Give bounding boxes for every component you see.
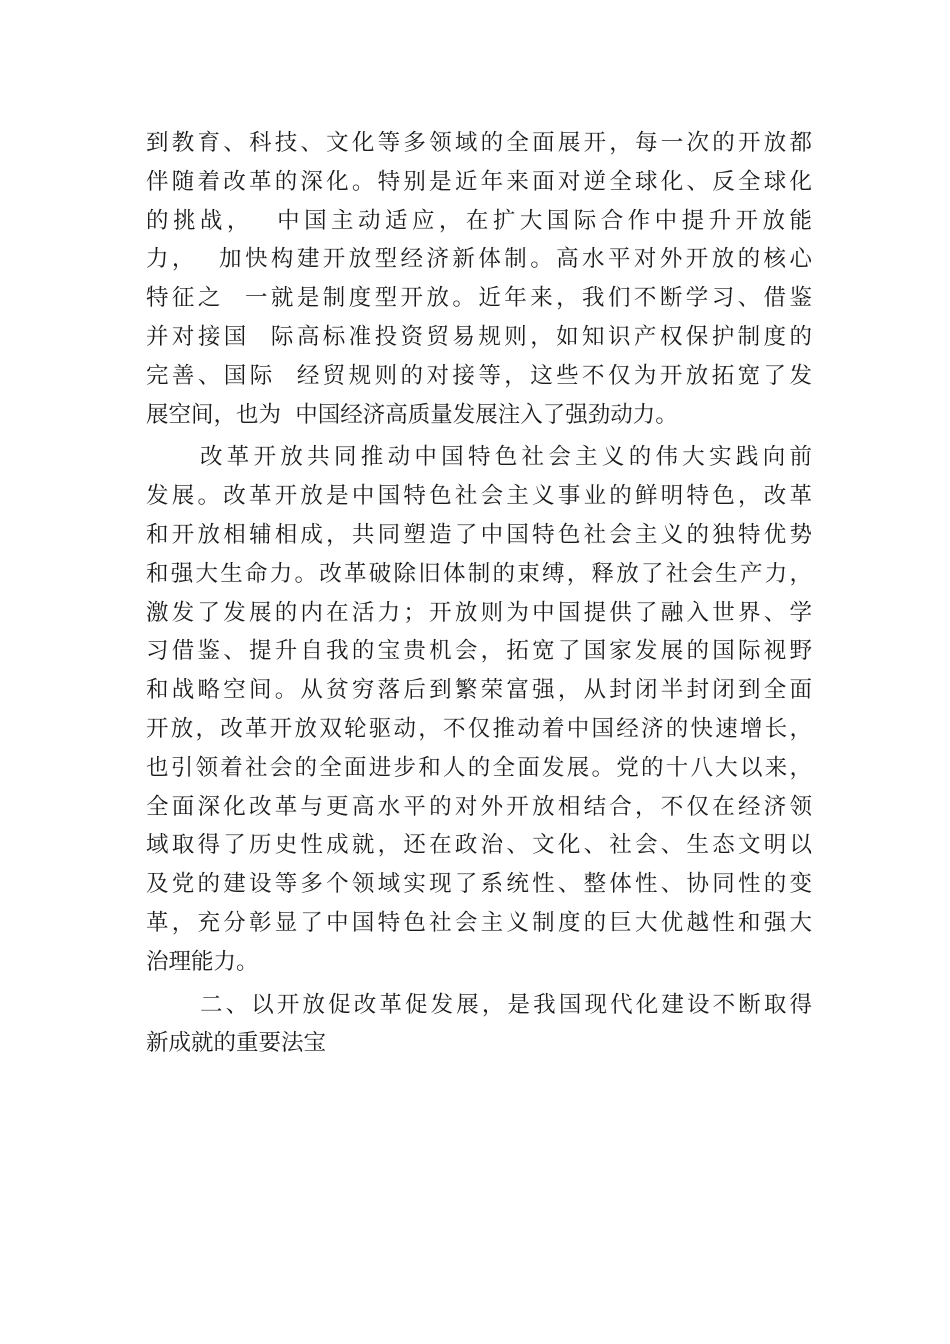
- text-line: 力， 加快构建开放型经济新体制。高水平对外开放的核心: [146, 246, 812, 273]
- text-line: 和开放相辅相成，共同塑造了中国特色社会主义的独特优势: [146, 521, 812, 548]
- text-line: 改革开放共同推动中国特色社会主义的伟大实践向前: [200, 444, 812, 471]
- text-line: 展空间，也为 中国经济高质量发展注入了强劲动力。: [146, 401, 678, 428]
- text-line: 和战略空间。从贫穷落后到繁荣富强，从封闭半封闭到全面: [146, 677, 812, 704]
- paragraph-reform-and-opening: [146, 438, 812, 981]
- text-line: 域取得了历史性成就，还在政治、文化、社会、生态文明以: [146, 832, 812, 859]
- text-line: 二、以开放促改革促发展，是我国现代化建设不断取得: [200, 991, 812, 1018]
- text-line: 的挑战， 中国主动适应，在扩大国际合作中提升开放能: [146, 207, 812, 234]
- paragraph-opening-continuation: [146, 124, 812, 434]
- text-line: 开放，改革开放双轮驱动，不仅推动着中国经济的快速增长，: [146, 715, 812, 742]
- text-line: 革，充分彰显了中国特色社会主义制度的巨大优越性和强大: [146, 909, 812, 936]
- text-line: 到教育、科技、文化等多领域的全面展开，每一次的开放都: [146, 130, 812, 156]
- text-line: 也引领着社会的全面进步和人的全面发展。党的十八大以来，: [146, 754, 812, 781]
- text-line: 伴随着改革的深化。特别是近年来面对逆全球化、反全球化: [146, 168, 812, 195]
- text-line: 全面深化改革与更高水平的对外开放相结合，不仅在经济领: [146, 793, 812, 820]
- text-line: 特征之 一就是制度型开放。近年来，我们不断学习、借鉴: [146, 285, 812, 312]
- text-line: 和强大生命力。改革破除旧体制的束缚，释放了社会生产力，: [146, 560, 812, 587]
- text-line: 新成就的重要法宝: [146, 1030, 327, 1057]
- section-heading-two: [146, 986, 812, 1064]
- text-line: 发展。改革开放是中国特色社会主义事业的鲜明特色，改革: [146, 483, 812, 510]
- text-line: 及党的建设等多个领域实现了系统性、整体性、协同性的变: [146, 871, 812, 898]
- text-line: 激发了发展的内在活力；开放则为中国提供了融入世界、学: [146, 599, 812, 626]
- text-line: 并对接国 际高标准投资贸易规则，如知识产权保护制度的: [146, 323, 812, 350]
- text-line: 治理能力。: [146, 948, 259, 975]
- text-line: 习借鉴、提升自我的宝贵机会，拓宽了国家发展的国际视野: [146, 638, 812, 665]
- document-body: [146, 124, 812, 1063]
- text-line: 完善、国际 经贸规则的对接等，这些不仅为开放拓宽了发: [146, 362, 812, 389]
